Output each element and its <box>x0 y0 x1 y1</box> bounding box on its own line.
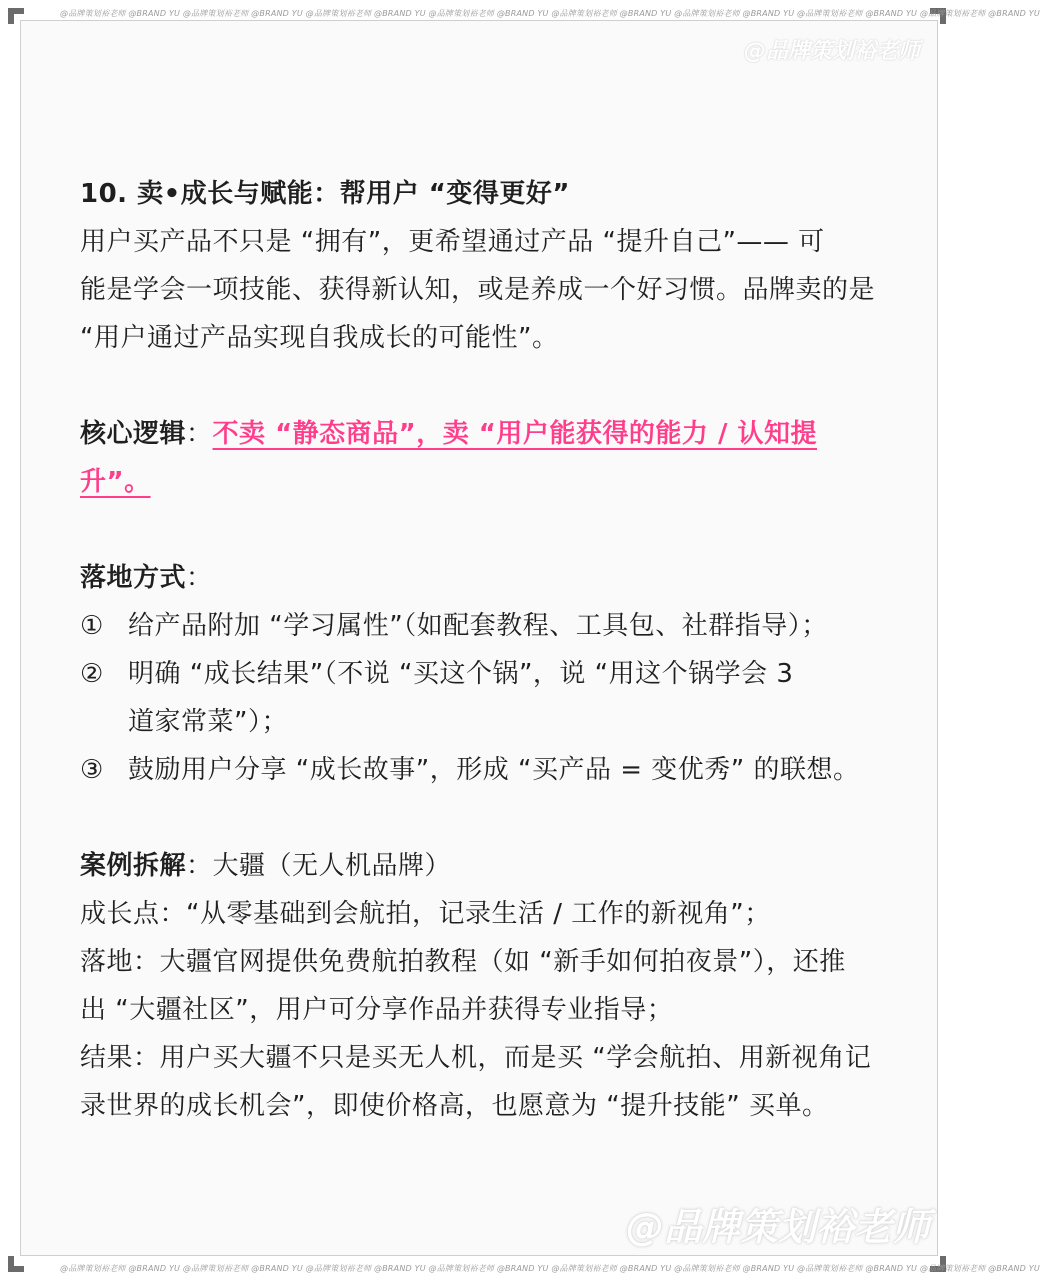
item-number: ① <box>80 611 104 641</box>
implementation-colon: ： <box>186 563 213 593</box>
core-logic-line <box>80 458 900 506</box>
case-line: 结果：用户买大疆不只是买无人机，而是买 “学会航拍、用新视角记 <box>80 1043 872 1073</box>
case-line: 出 “大疆社区”，用户可分享作品并获得专业指导； <box>80 995 674 1025</box>
item-text: 道家常菜”）； <box>128 707 288 737</box>
intro-line: “用户通过产品实现自我成长的可能性”。 <box>80 323 559 353</box>
case-title: 大疆（无人机品牌） <box>212 851 452 881</box>
case-line: 落地：大疆官网提供免费航拍教程（如 “新手如何拍夜景”），还推 <box>80 947 846 977</box>
spacer <box>80 506 900 554</box>
core-logic-label: 核心逻辑 <box>80 419 187 449</box>
implementation-heading <box>80 554 900 602</box>
core-logic-colon: ： <box>186 419 213 449</box>
watermark-strip-bottom: @品牌策划裕老师 @BRAND YU @品牌策划裕老师 @BRAND YU @品牌策划裕老师 @BRAND YU @品牌策划裕老师 @BRAND YU @品牌策划裕老师 @BRAND YU @品牌策划裕老师 @BRAND YU @品牌策划裕老师 @BRAND YU @品牌策划裕老师 @BRAND YU <box>60 1264 1040 1273</box>
case-colon: ： <box>186 851 213 881</box>
spacer <box>80 362 900 410</box>
case-line: 录世界的成长机会”，即使价格高，也愿意为 “提升技能” 买单。 <box>80 1091 829 1121</box>
case-heading <box>80 842 900 890</box>
implementation-item <box>80 650 900 746</box>
spacer <box>80 794 900 842</box>
case-label: 案例拆解 <box>80 851 187 881</box>
watermark-logo-bottom: @品牌策划裕老师 <box>625 1205 930 1249</box>
intro-line: 能是学会一项技能、获得新认知，或是养成一个好习惯。品牌卖的是 <box>80 275 876 305</box>
core-logic-line <box>80 410 900 458</box>
section-title: 10. 卖•成长与赋能：帮用户 “变得更好” <box>80 179 570 209</box>
corner-mark-top-left <box>8 8 24 24</box>
item-number: ② <box>80 659 104 689</box>
implementation-item <box>80 602 900 650</box>
article-content <box>80 170 900 1130</box>
core-logic-highlight: 不卖 “静态商品”，卖 “用户能获得的能力 / 认知提 <box>212 419 817 449</box>
item-text: 明确 “成长结果”（不说 “买这个锅”，说 “用这个锅学会 3 <box>128 659 794 689</box>
implementation-item <box>80 746 900 794</box>
item-number: ③ <box>80 755 104 785</box>
watermark-logo-top: @品牌策划裕老师 <box>743 39 920 64</box>
item-text: 鼓励用户分享 “成长故事”，形成 “买产品 = 变优秀” 的联想。 <box>128 755 860 785</box>
case-line: 成长点：“从零基础到会航拍，记录生活 / 工作的新视角”； <box>80 899 771 929</box>
implementation-label: 落地方式 <box>80 563 187 593</box>
core-logic-highlight: 升”。 <box>80 467 151 497</box>
watermark-strip-top: @品牌策划裕老师 @BRAND YU @品牌策划裕老师 @BRAND YU @品牌策划裕老师 @BRAND YU @品牌策划裕老师 @BRAND YU @品牌策划裕老师 @BRAND YU @品牌策划裕老师 @BRAND YU @品牌策划裕老师 @BRAND YU @品牌策划裕老师 @BRAND YU <box>60 9 1040 18</box>
item-text: 给产品附加 “学习属性”（如配套教程、工具包、社群指导）； <box>128 611 828 641</box>
corner-mark-bottom-left <box>8 1256 24 1272</box>
intro-line: 用户买产品不只是 “拥有”，更希望通过产品 “提升自己”—— 可 <box>80 227 825 257</box>
